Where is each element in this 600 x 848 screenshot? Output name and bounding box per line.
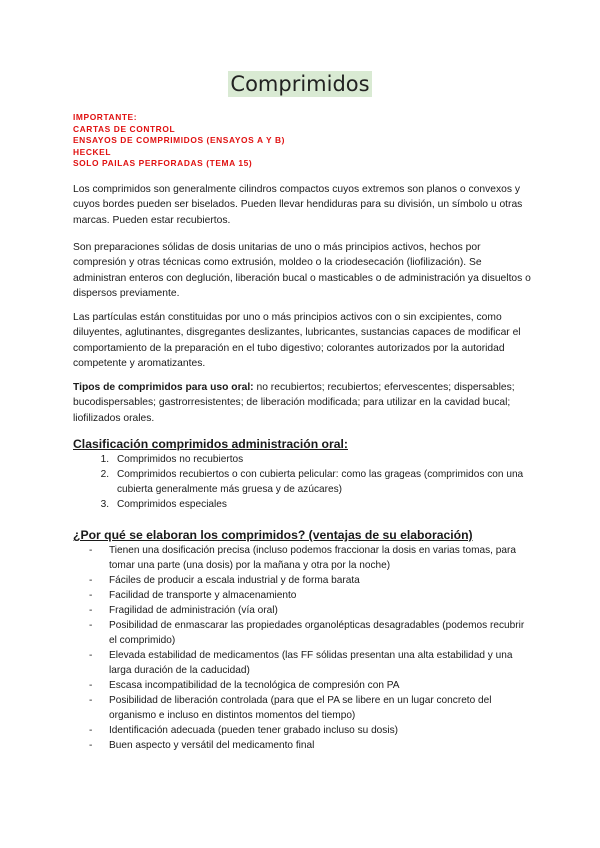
dash-bullet: - <box>89 650 93 661</box>
important-line: CARTAS DE CONTROL <box>73 123 176 134</box>
list-item <box>73 603 533 618</box>
list-item <box>73 452 533 467</box>
advantages-list <box>73 543 533 753</box>
paragraph-definition: Los comprimidos son generalmente cilindros compactos cuyos extremos son planos o convexos y cuyos bordes pueden ser biselados. Pueden llevar hendiduras para su división, un símbolo u otras marcas. Pueden estar recubiertos. <box>73 184 523 226</box>
list-number: 1. <box>100 454 109 465</box>
list-text: Comprimidos no recubiertos <box>117 454 244 465</box>
classification-heading: Clasificación comprimidos administración oral: <box>73 437 348 451</box>
paragraph-preparations: Son preparaciones sólidas de dosis unitarias de uno o más principios activos, hechos por compresión y otras técnicas como extrusión, moldeo o la criodesecación (liofilización). Se administran enteros con deglución, liberación bucal o masticables o de administración ya disueltos o dispersos previamente. <box>73 242 531 300</box>
list-number: 3. <box>100 499 109 510</box>
dash-bullet: - <box>89 680 93 691</box>
paragraph-particles: Las partículas están constituidas por uno o más principios activos con o sin excipientes, como diluyentes, aglutinantes, disgregantes deslizantes, lubricantes, sustancias capaces de modificar el comportamiento de la preparación en el tubo digestivo; colorantes autorizados por la autoridad competente y aromatizantes. <box>73 312 521 370</box>
list-text: Fragilidad de administración (vía oral) <box>109 605 278 616</box>
dash-bullet: - <box>89 695 93 706</box>
list-item <box>73 618 533 648</box>
list-item <box>73 693 533 723</box>
title-container <box>0 71 600 97</box>
list-text: Buen aspecto y versátil del medicamento final <box>109 740 315 751</box>
list-text: Facilidad de transporte y almacenamiento <box>109 590 297 601</box>
dash-bullet: - <box>89 575 93 586</box>
list-item <box>73 723 533 738</box>
list-text: Identificación adecuada (pueden tener grabado incluso su dosis) <box>109 725 398 736</box>
list-text: Posibilidad de enmascarar las propiedades organolépticas desagradables (podemos recubrir el comprimido) <box>109 620 525 646</box>
list-text: Comprimidos especiales <box>117 499 227 510</box>
list-item <box>73 588 533 603</box>
list-item <box>73 678 533 693</box>
classification-list <box>73 452 533 512</box>
paragraph-oral-types <box>73 380 533 426</box>
important-note <box>73 112 285 170</box>
list-number: 2. <box>100 469 109 480</box>
list-item <box>73 467 533 497</box>
list-item <box>73 648 533 678</box>
important-line: HECKEL <box>73 146 112 157</box>
oral-types-text: no recubiertos; recubiertos; efervescentes; dispersables; bucodispersables; gastrorresistentes; de liberación modificada; para utilizar en la cavidad bucal; liofilizados orales. <box>73 382 515 424</box>
important-line: IMPORTANTE: <box>73 112 138 122</box>
dash-bullet: - <box>89 725 93 736</box>
dash-bullet: - <box>89 740 93 751</box>
oral-types-label: Tipos de comprimidos para uso oral: <box>73 382 254 393</box>
dash-bullet: - <box>89 620 93 631</box>
list-item <box>73 497 533 512</box>
list-item <box>73 738 533 753</box>
list-text: Posibilidad de liberación controlada (para que el PA se libere en un lugar concreto del organismo e incluso en distintos momentos del tiempo) <box>109 695 492 721</box>
dash-bullet: - <box>89 605 93 616</box>
list-text: Escasa incompatibilidad de la tecnológica de compresión con PA <box>109 680 400 691</box>
list-text: Comprimidos recubiertos o con cubierta pelicular: como las grageas (comprimidos con una cubierta generalmente más gruesa y de azúcares) <box>117 469 524 495</box>
list-text: Fáciles de producir a escala industrial y de forma barata <box>109 575 360 586</box>
list-item <box>73 543 533 573</box>
dash-bullet: - <box>89 590 93 601</box>
list-text: Elevada estabilidad de medicamentos (las FF sólidas presentan una alta estabilidad y una larga duración de la caducidad) <box>109 650 513 676</box>
page-title: Comprimidos <box>230 72 370 96</box>
list-text: Tienen una dosificación precisa (incluso podemos fraccionar la dosis en varias tomas, para tomar una parte (una dosis) por la mañana y otra por la noche) <box>109 545 516 571</box>
advantages-heading: ¿Por qué se elaboran los comprimidos? (ventajas de su elaboración) <box>73 528 473 542</box>
important-line: SOLO PAILAS PERFORADAS (TEMA 15) <box>73 158 253 169</box>
list-item <box>73 573 533 588</box>
dash-bullet: - <box>89 545 93 556</box>
important-line: ENSAYOS DE COMPRIMIDOS (ENSAYOS A Y B) <box>73 135 286 146</box>
